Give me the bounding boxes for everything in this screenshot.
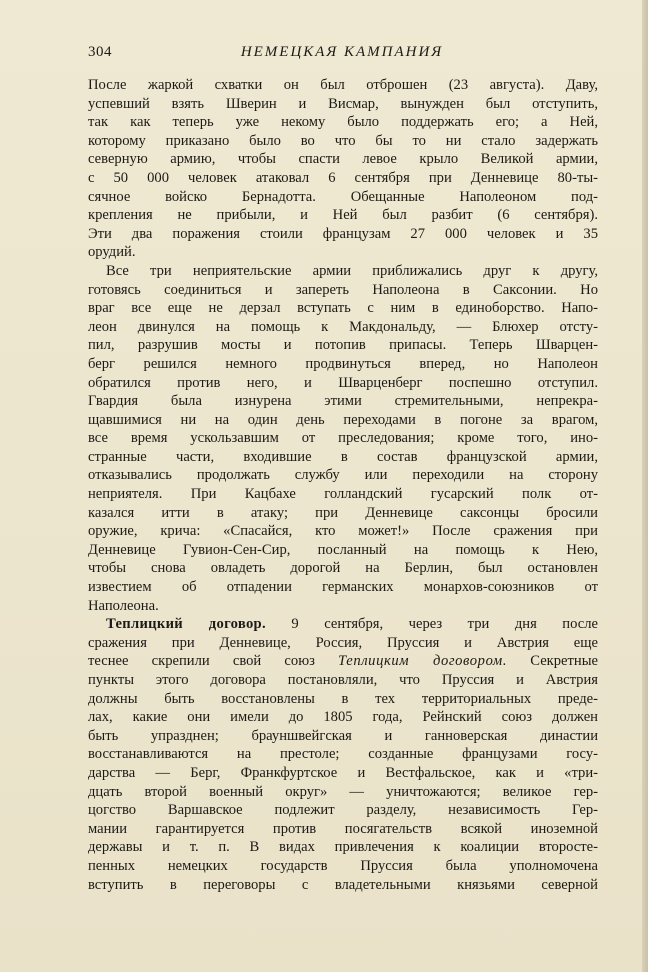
text-line: сячное войско Бернадотта. Обещанные Наполеоном под- xyxy=(88,188,598,205)
paragraph-3 xyxy=(88,615,598,894)
text-line: быть упразднен; брауншвейгская и ганноверская династии xyxy=(88,727,598,744)
text-line: готовясь соединиться и запереть Наполеона в Саксонии. Но xyxy=(88,281,598,298)
text-line: Гвардия была изнурена этими стремительными, непрекра- xyxy=(88,393,598,410)
running-title: НЕМЕЦКАЯ КАМПАНИЯ xyxy=(240,44,444,60)
text-line: так как теперь уже некому было поддержать его; а Ней, xyxy=(88,114,598,131)
text-line: державы и т. п. В видах привлечения к коалиции второсте- xyxy=(88,839,598,856)
text-line: восстанавливаются на престоле; созданные французами госу- xyxy=(88,746,598,763)
text-line: враг все еще не дерзал вступать с ним в единоборство. Напо- xyxy=(88,300,598,317)
text-line: известием об отпадении германских монархов-союзников от xyxy=(88,579,598,596)
text-line xyxy=(88,652,598,671)
page-header xyxy=(88,44,596,66)
body-text xyxy=(88,76,598,894)
text-line: отказывались продолжать службу или переходили на сторону xyxy=(88,467,598,484)
paragraph-2 xyxy=(88,262,598,615)
text-line: северную армию, чтобы спасти левое крыло Великой армии, xyxy=(88,151,598,168)
text-line: неприятеля. При Кацбахе голландский гусарский полк от- xyxy=(88,486,598,503)
text-line: Денневице Гувион-Сен-Сир, посланный на помощь к Нею, xyxy=(88,541,598,558)
text-line: берг решился немного продвинуться вперед, но Наполеон xyxy=(88,355,598,372)
text-line: должны быть восстановлены в тех территориальных преде- xyxy=(88,690,598,707)
text-line: сражения при Денневице, Россия, Пруссия и Австрия еще xyxy=(88,634,598,651)
text-line: После жаркой схватки он был отброшен (23 августа). Даву, xyxy=(88,77,598,93)
text-line: пункты этого договора постановляли, что Пруссия и Австрия xyxy=(88,672,598,688)
text-line xyxy=(88,615,598,634)
text-line: Эти два поражения стоили французам 27 000 человек и 35 xyxy=(88,225,598,242)
text-line: орудий. xyxy=(88,244,136,261)
text-line: все время ускользавшим от преследования; кроме того, ино- xyxy=(88,430,598,447)
treaty-name: Теплицким договором. xyxy=(338,653,508,670)
text-line: мании гарантируется против посягательств всякой иноземной xyxy=(88,820,598,837)
text-line: дарства — Берг, Франкфуртское и Вестфальское, как и «три- xyxy=(88,764,598,781)
text-line: пил, разрушив мосты и потопив припасы. Теперь Шварцен- xyxy=(88,337,598,354)
paragraph-1 xyxy=(88,76,598,262)
section-heading: Теплицкий договор. xyxy=(106,616,266,633)
text-line: Все три неприятельские армии приближались друг к другу, xyxy=(106,262,598,279)
text-run: Секретные xyxy=(530,653,598,670)
text-line: пенных немецких государств Пруссия была уполномочена xyxy=(88,857,598,874)
text-line: успевший взять Шверин и Висмар, вынужден был отступить, xyxy=(88,95,598,112)
text-line: обратился против него, и Шварценберг поспешно отступил. xyxy=(88,374,598,391)
text-line: леон двинулся на помощь к Макдональду, — Блюхер отсту- xyxy=(88,318,598,335)
text-line: чтобы снова овладеть дорогой на Берлин, был остановлен xyxy=(88,560,598,577)
page-edge xyxy=(642,0,648,972)
text-line: которому приказано было во что бы то ни стало задержать xyxy=(88,132,598,149)
text-line: казался итти в атаку; при Денневице саксонцы бросили xyxy=(88,504,598,521)
text-run: 9 сентября, через три дня после xyxy=(291,616,598,633)
text-line: с 50 000 человек атаковал 6 сентября при Денневице 80-ты- xyxy=(88,169,598,186)
text-line: Наполеона. xyxy=(88,597,159,614)
text-line: дцать второй военный округ» — уничтожаются; великое гер- xyxy=(88,783,598,800)
text-line: оружие, крича: «Спасайся, кто может!» После сражения при xyxy=(88,523,598,540)
text-line: цогство Варшавское подлежит разделу, независимость Гер- xyxy=(88,802,598,819)
text-line: щавшимися ни на один день переходами в погоне за врагом, xyxy=(88,411,598,428)
text-run: теснее скрепили свой союз xyxy=(88,653,315,670)
text-line: лах, какие они имели до 1805 года, Рейнский союз должен xyxy=(88,709,598,726)
text-line: странные части, входившие в состав французской армии, xyxy=(88,448,598,465)
text-line: вступить в переговоры с владетельными князьями северной xyxy=(88,876,598,893)
text-line: крепления не прибыли, и Ней был разбит (6 сентября). xyxy=(88,207,598,224)
page-number: 304 xyxy=(88,44,112,60)
